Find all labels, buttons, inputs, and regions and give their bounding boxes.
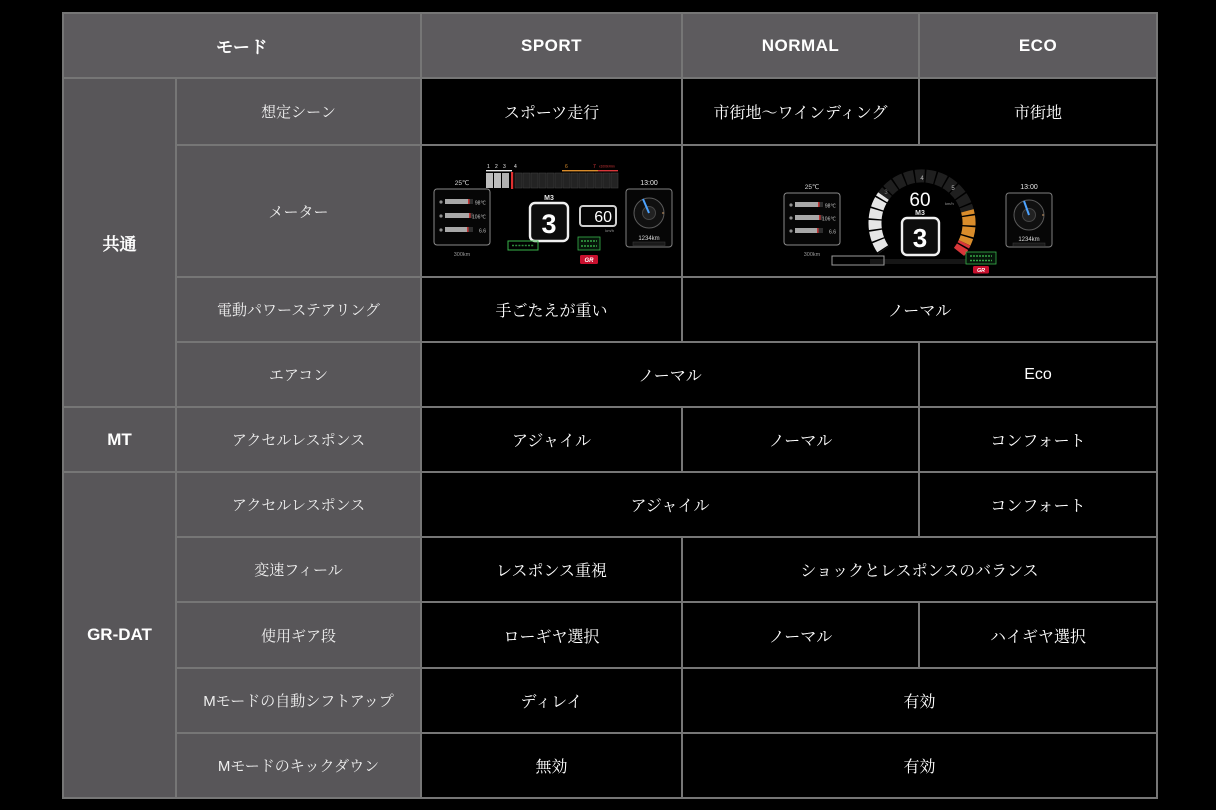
row-mt-accel-label: アクセルレスポンス [176, 407, 421, 472]
tach-needle-mark [511, 172, 513, 189]
sport-speed-display [580, 206, 616, 233]
cell-gear-range-sport: ローギヤ選択 [421, 602, 682, 668]
cell-gear-range-eco: ハイギヤ選択 [919, 602, 1157, 668]
group-mt: MT [63, 407, 176, 472]
range: 300km [453, 251, 470, 258]
cell-shift-feel-sport: レスポンス重視 [421, 537, 682, 602]
svg-text:7: 7 [592, 163, 596, 170]
cell-scene-sport: スポーツ走行 [421, 78, 682, 145]
coolant-icon [439, 200, 442, 203]
header-normal: NORMAL [682, 13, 919, 78]
row-auto-shiftup [63, 668, 1157, 733]
cell-shift-feel-normal-eco: ショックとレスポンスのバランス [682, 537, 1157, 602]
svg-text:25℃: 25℃ [804, 183, 819, 191]
outside-temp: 25℃ [454, 179, 469, 187]
cell-meter-normal-eco [682, 145, 1157, 277]
svg-text:3: 3 [502, 163, 506, 170]
cell-mt-accel-sport: アジャイル [421, 407, 682, 472]
svg-text:4: 4 [513, 163, 517, 170]
normal-left-info-panel [784, 183, 840, 258]
row-shift-feel-label: 変速フィール [176, 537, 421, 602]
oil-icon [789, 216, 792, 219]
row-gear-range [63, 602, 1157, 668]
fuel-icon [789, 229, 792, 232]
coolant-temp: 98℃ [474, 200, 486, 206]
normal-right-gauge-panel [1006, 184, 1052, 247]
svg-text:4: 4 [919, 175, 924, 182]
fuel-economy: 6.6 [478, 228, 486, 234]
sport-right-gauge-panel [626, 180, 672, 247]
row-scene [63, 78, 1157, 145]
group-common: 共通 [63, 78, 176, 407]
sport-tachometer-bar [486, 164, 618, 189]
cell-aircon-eco: Eco [919, 342, 1157, 407]
svg-text:3: 3 [883, 189, 888, 196]
cell-auto-shiftup-sport: ディレイ [421, 668, 682, 733]
speed: 60 [593, 208, 612, 226]
cell-kickdown-normal-eco: 有効 [682, 733, 1157, 798]
svg-text:GR: GR [584, 257, 594, 264]
cell-aircon-sport-normal: ノーマル [421, 342, 919, 407]
normal-speed-gear-display [902, 190, 954, 255]
sport-left-info-panel [434, 179, 490, 258]
row-mt-accel [63, 407, 1157, 472]
row-meter [63, 145, 1157, 277]
speed-unit: km/h [604, 227, 614, 233]
cell-scene-eco: 市街地 [919, 78, 1157, 145]
normal-meter-image [770, 149, 1070, 274]
header-eco: ECO [919, 13, 1157, 78]
svg-text:98℃: 98℃ [824, 203, 836, 209]
cell-scene-normal: 市街地〜ワインディング [682, 78, 919, 145]
svg-text:6: 6 [564, 163, 568, 170]
odometer: 1234km [637, 235, 660, 242]
row-auto-shiftup-label: Mモードの自動シフトアップ [176, 668, 421, 733]
cell-steering-normal-eco: ノーマル [682, 277, 1157, 342]
eco-indicator-badge [966, 252, 996, 264]
svg-text:5: 5 [950, 185, 955, 192]
eco-indicator-badge [578, 237, 600, 250]
svg-text:3: 3 [912, 222, 927, 253]
cell-steering-sport: 手ごたえが重い [421, 277, 682, 342]
header-mode: モード [63, 13, 421, 78]
row-steering [63, 277, 1157, 342]
svg-text:1234km: 1234km [1017, 236, 1040, 243]
row-kickdown [63, 733, 1157, 798]
svg-text:1: 1 [486, 163, 490, 170]
cell-mt-accel-eco: コンフォート [919, 407, 1157, 472]
row-meter-label: メーター [176, 145, 421, 277]
row-scene-label: 想定シーン [176, 78, 421, 145]
cell-kickdown-sport: 無効 [421, 733, 682, 798]
cell-dat-accel-sport-normal: アジャイル [421, 472, 919, 537]
svg-text:GR: GR [976, 267, 985, 274]
row-shift-feel [63, 537, 1157, 602]
oil-temp: 106℃ [471, 214, 486, 220]
svg-text:km/h: km/h [944, 200, 954, 206]
svg-text:13:00: 13:00 [1019, 183, 1038, 191]
row-kickdown-label: Mモードのキックダウン [176, 733, 421, 798]
cell-meter-sport [421, 145, 682, 277]
row-dat-accel [63, 472, 1157, 537]
gear-mode: M3 [543, 194, 554, 202]
coolant-icon [789, 203, 792, 206]
row-dat-accel-label: アクセルレスポンス [176, 472, 421, 537]
clock: 13:00 [639, 179, 658, 187]
cell-dat-accel-eco: コンフォート [919, 472, 1157, 537]
tach-unit-label: x1000r/min [598, 164, 615, 168]
oil-icon [439, 214, 442, 217]
row-steering-label: 電動パワーステアリング [176, 277, 421, 342]
svg-text:106℃: 106℃ [821, 216, 836, 222]
fuel-icon [439, 228, 442, 231]
header-row [63, 13, 1157, 78]
svg-text:300km: 300km [803, 251, 820, 258]
cell-mt-accel-normal: ノーマル [682, 407, 919, 472]
row-gear-range-label: 使用ギア段 [176, 602, 421, 668]
gear: 3 [541, 208, 557, 239]
drive-mode-spec-table [62, 12, 1158, 799]
cell-auto-shiftup-normal-eco: 有効 [682, 668, 1157, 733]
row-aircon-label: エアコン [176, 342, 421, 407]
svg-text:6.6: 6.6 [828, 229, 836, 235]
sport-gear-display [530, 195, 568, 241]
sport-meter-image [428, 149, 676, 274]
header-sport: SPORT [421, 13, 682, 78]
group-grdat: GR-DAT [63, 472, 176, 798]
svg-text:2: 2 [494, 163, 498, 170]
svg-text:M3: M3 [914, 209, 925, 217]
row-aircon [63, 342, 1157, 407]
svg-text:60: 60 [908, 189, 931, 211]
cell-gear-range-normal: ノーマル [682, 602, 919, 668]
